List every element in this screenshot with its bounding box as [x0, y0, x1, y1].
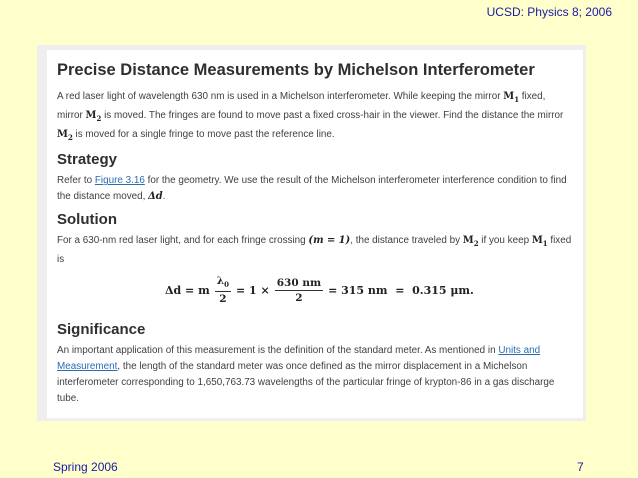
lambda-fraction [215, 275, 231, 304]
units-link[interactable]: Units and Measurement [57, 345, 541, 373]
strategy-heading: Strategy [57, 151, 118, 169]
significance-text [57, 343, 573, 406]
problem-text-part: fixed, mirror [57, 91, 546, 121]
solution-heading: Solution [57, 210, 117, 228]
mirror-symbol [463, 235, 479, 246]
equation-rhs: = 315 nm = 0.315 μm. [328, 283, 474, 297]
equation-lhs: Δd = m [165, 283, 210, 297]
mirror-subscript: 1 [514, 94, 520, 104]
strategy-text-part: Refer to [57, 175, 95, 187]
solution-equation [57, 267, 573, 315]
lambda-symbol: λ [216, 275, 225, 288]
mirror-subscript: 2 [96, 113, 102, 123]
figure-link[interactable]: Figure 3.16 [94, 175, 145, 187]
delta-d-symbol: Δd [148, 191, 163, 203]
problem-text-part: is moved. The fringes are found to move past a fixed cross-hair in the viewer. Find the distance the mirror [101, 109, 564, 121]
fraction-numerator: 630 nm [276, 276, 322, 289]
slide-header: UCSD: Physics 8; 2006 [486, 5, 612, 19]
solution-text [57, 233, 573, 268]
mirror-subscript: 2 [473, 238, 479, 248]
mirror-symbol [532, 235, 548, 246]
mirror-letter: M [503, 91, 515, 102]
problem-text-part: A red laser light of wavelength 630 nm is used in a Michelson interferometer. While keeping the mirror [57, 91, 504, 102]
equation-middle: = 1 × [236, 283, 270, 297]
mirror-letter: M [57, 128, 68, 140]
problem-text [57, 89, 573, 145]
mirror-symbol [57, 129, 73, 140]
slide-page-number: 7 [577, 460, 584, 474]
mirror-symbol [86, 110, 102, 121]
problem-text-part: is moved for a single fringe to move past the reference line. [72, 128, 335, 140]
solution-text-part: if you keep [478, 234, 532, 246]
content-card [47, 50, 583, 418]
page-title: Precise Distance Measurements by Michelson Interferometer [57, 61, 535, 79]
fraction-numerator [215, 275, 231, 291]
mirror-letter: M [462, 234, 474, 246]
mirror-letter: M [531, 234, 543, 246]
fringe-count-symbol: (m = 1) [308, 234, 351, 246]
significance-heading: Significance [57, 321, 146, 339]
significance-text-part: An important application of this measurement is the definition of the standard meter. As mentioned in [57, 345, 499, 357]
strategy-text-part: for the geometry. We use the result of the Michelson interferometer interference condition to find the distance moved, [57, 175, 567, 203]
mirror-subscript: 2 [67, 132, 73, 142]
fraction-denominator: 2 [219, 292, 227, 305]
mirror-subscript: 1 [542, 238, 548, 248]
slide-footer-date: Spring 2006 [53, 460, 118, 474]
solution-text-part: , the distance traveled by [350, 234, 463, 246]
significance-text-part: , the length of the standard meter was once defined as the mirror displacement in a Michelson interferometer corresponding to 1,650,763.73 wavelengths of the particular fringe of krypton-86 in a gas discharge tube. [57, 361, 555, 404]
solution-text-part: fixed is [57, 234, 572, 265]
lambda-subscript: 0 [224, 280, 229, 290]
strategy-text-part: . [162, 191, 166, 203]
mirror-letter: M [85, 109, 97, 121]
wavelength-fraction [275, 277, 323, 304]
fraction-denominator: 2 [295, 291, 303, 304]
strategy-text [57, 173, 573, 205]
mirror-symbol [503, 91, 519, 102]
solution-text-part: For a 630-nm red laser light, and for each fringe crossing [57, 234, 309, 246]
